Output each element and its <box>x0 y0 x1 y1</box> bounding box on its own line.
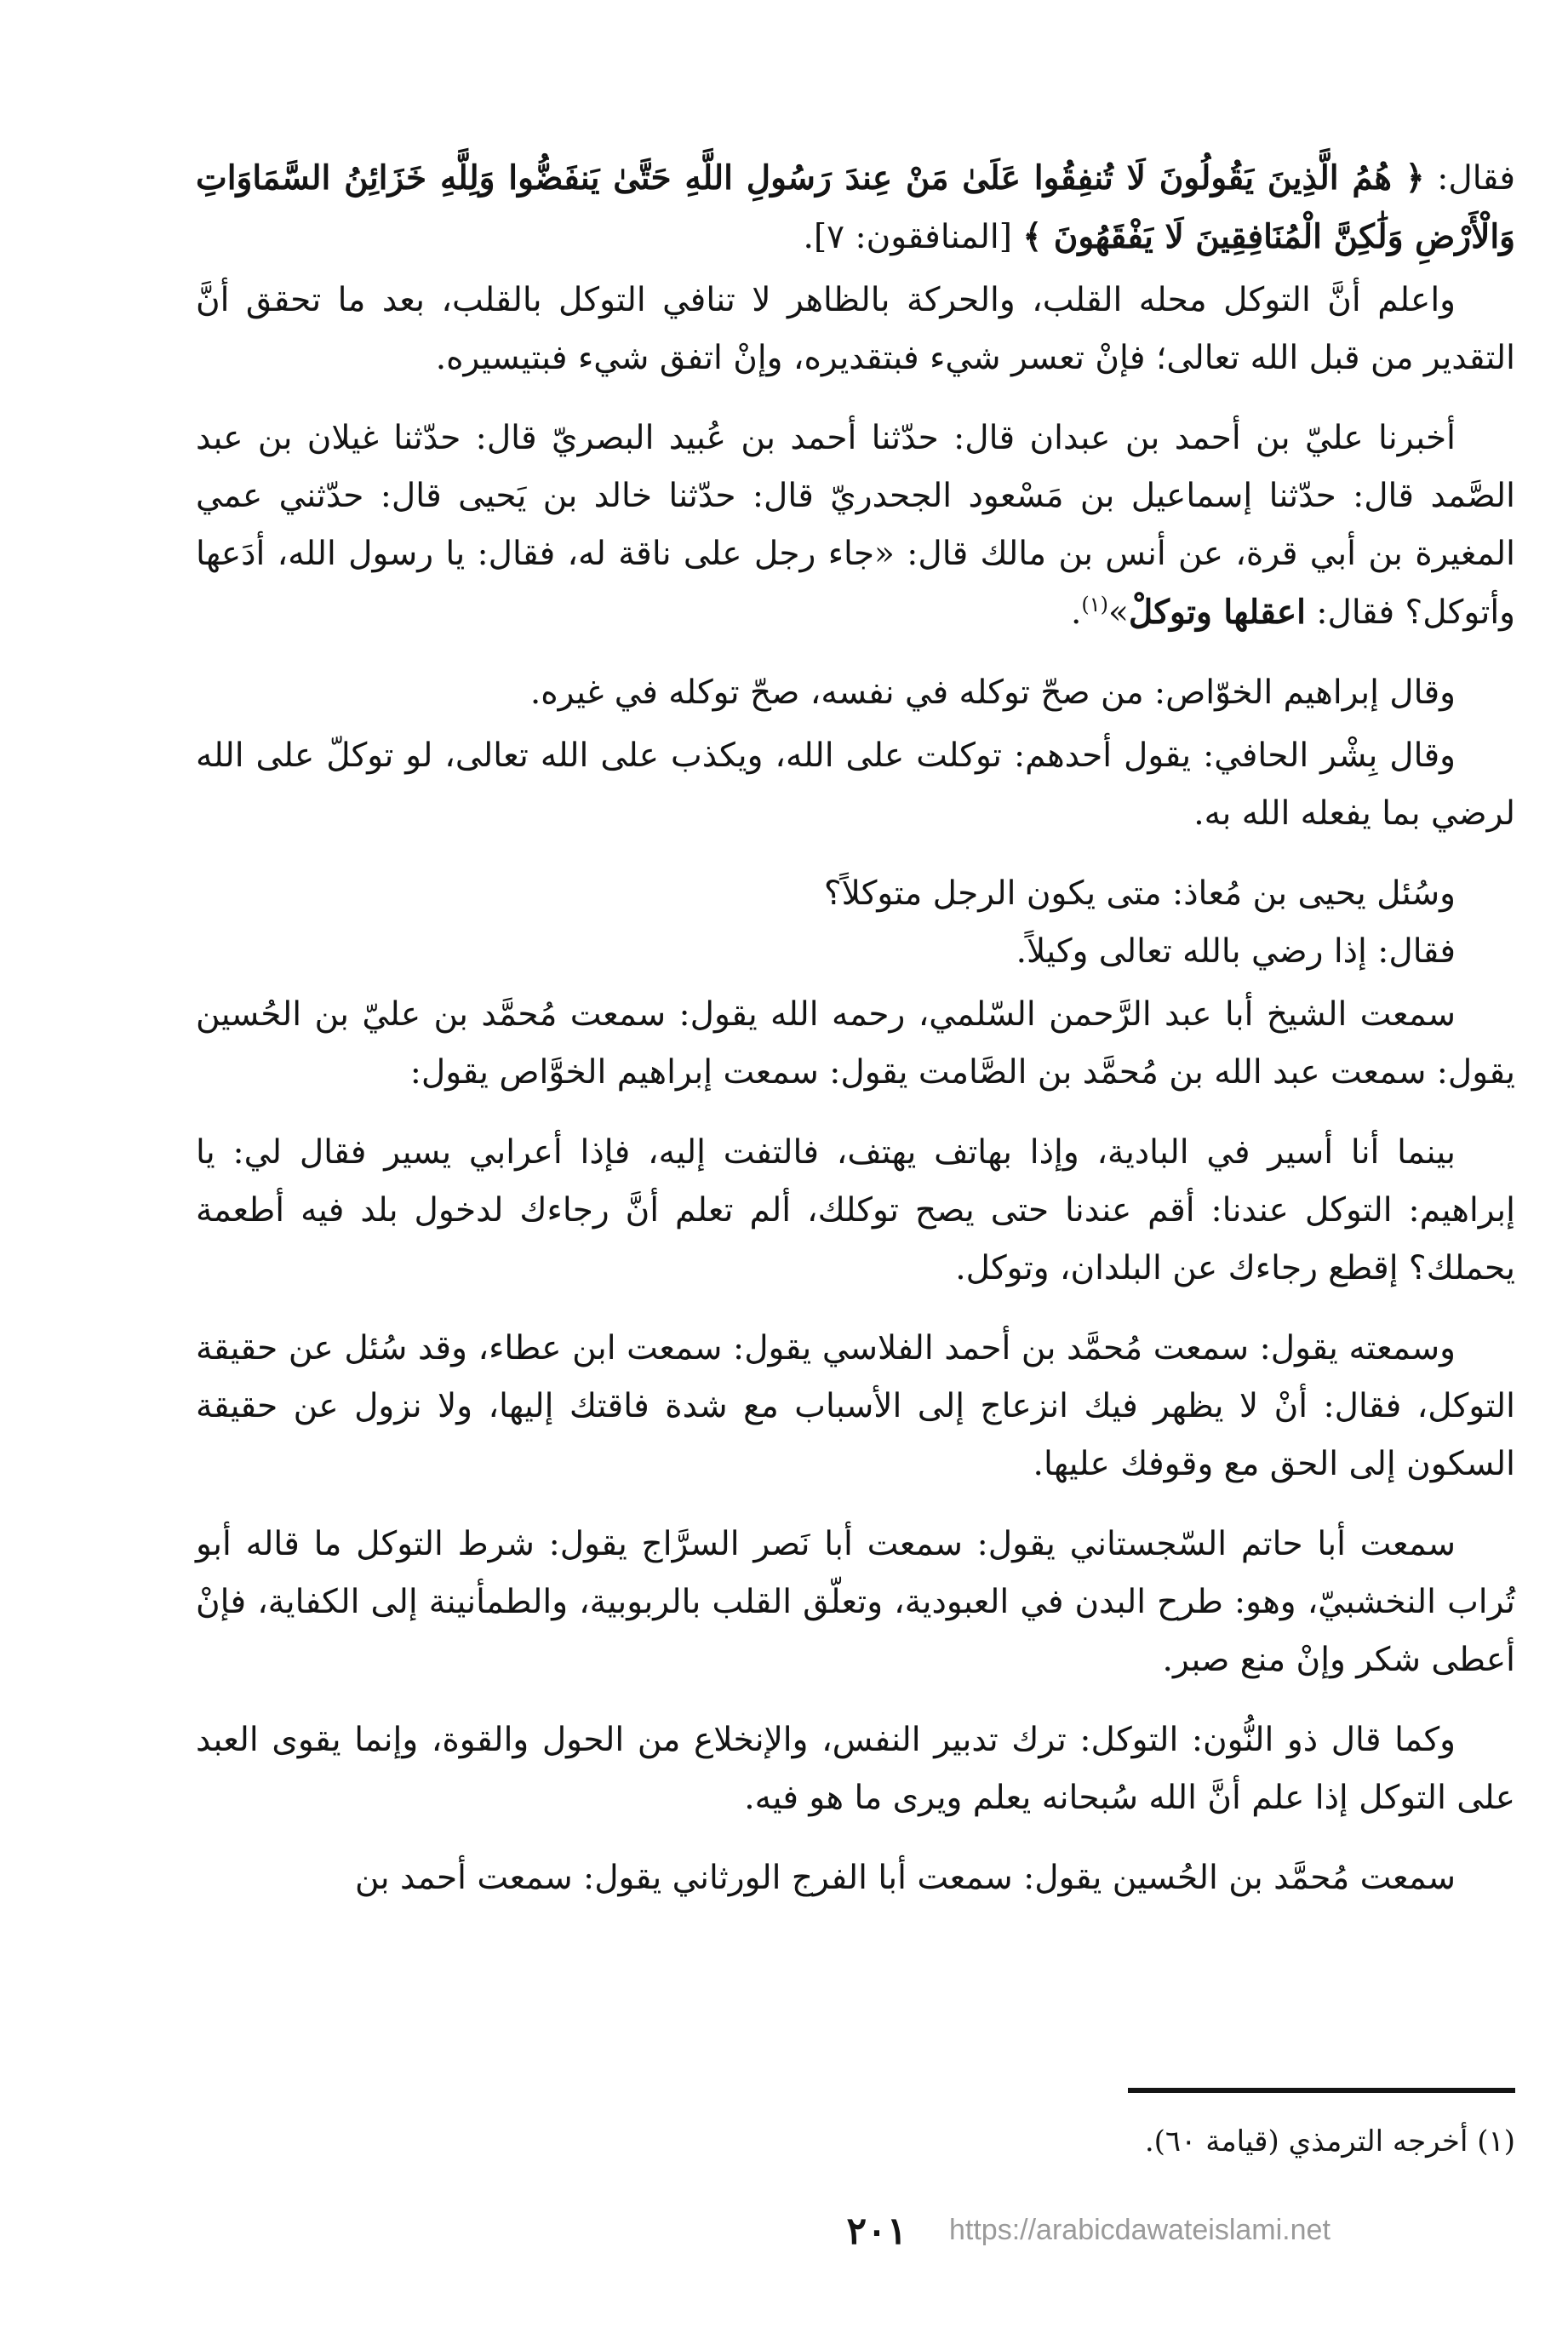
quran-verse: ﴿ هُمُ الَّذِينَ يَقُولُونَ لَا تُنفِقُوا عَلَىٰ مَنْ عِندَ رَسُولِ اللَّهِ حَتَّىٰ يَنفَضُّوا وَلِلَّهِ خَزَائِنُ السَّمَاوَاتِ وَالْأَرْضِ وَلَٰكِنَّ الْمُنَافِقِينَ لَا يَفْقَهُونَ ﴾ <box>196 158 1515 256</box>
hadith-chain: أخبرنا عليّ بن أحمد بن عبدان قال: حدّثنا أحمد بن عُبيد البصريّ قال: حدّثنا غيلان بن عبد الصَّمد قال: حدّثنا إسماعيل بن مَسْعود الجحدريّ قال: حدّثنا خالد بن يَحيى قال: حدّثني عمي المغيرة بن أبي قرة، عن أنس بن مالك قال: «جاء رجل على ناقة له، فقال: يا رسول الله، أدَعها وأتوكل؟ فقال: <box>196 419 1515 632</box>
main-text <box>196 149 1515 1907</box>
paragraph-quran-verse <box>196 149 1515 267</box>
paragraph-hadith <box>196 410 1515 642</box>
verse-intro: فقال: <box>1424 159 1515 198</box>
verse-reference: [المنافقون: ٧]. <box>803 218 1023 256</box>
paragraph: سمعت مُحمَّد بن الحُسين يقول: سمعت أبا الفرج الورثاني يقول: سمعت أحمد بن <box>355 1859 1456 1897</box>
sentence-end: . <box>1070 593 1082 632</box>
paragraph: وسمعته يقول: سمعت مُحمَّد بن أحمد الفلاسي يقول: سمعت ابن عطاء، وقد سُئل عن حقيقة التوكل، فقال: أنْ لا يظهر فيك انزعاج إلى الأسباب مع شدة فاقتك إليها، ولا نزول عن حقيقة السكون إلى الحق مع وقوفك عليها. <box>196 1329 1515 1483</box>
paragraph: وسُئل يحيى بن مُعاذ: متى يكون الرجل متوكلاً؟ <box>823 874 1456 913</box>
footnote: (١) أخرجه الترمذي (قيامة ٦٠). <box>1144 2124 1515 2158</box>
page-number: ٢٠١ <box>846 2210 907 2253</box>
paragraph: وكما قال ذو النُّون: التوكل: ترك تدبير النفس، والإنخلاع من الحول والقوة، وإنما يقوى العبد على التوكل إذا علم أنَّ الله سُبحانه يعلم ويرى ما هو فيه. <box>196 1721 1515 1817</box>
paragraph: واعلم أنَّ التوكل محله القلب، والحركة بالظاهر لا تنافي التوكل بالقلب، بعد ما تحقق أنَّ التقدير من قبل الله تعالى؛ فإنْ تعسر شيء فبتقديره، وإنْ اتفق شيء فبتيسيره. <box>196 281 1515 377</box>
hadith-saying: اعقلها وتوكلْ <box>1128 593 1306 632</box>
paragraph: سمعت أبا حاتم السّجستاني يقول: سمعت أبا نَصر السرَّاج يقول: شرط التوكل ما قاله أبو تُراب النخشبيّ، وهو: طرح البدن في العبودية، وتعلّق القلب بالربوبية، والطمأنينة إلى الكفاية، فإنْ أعطى شكر وإنْ منع صبر. <box>196 1525 1515 1679</box>
footnote-divider <box>1128 2088 1515 2093</box>
watermark-url: https://arabicdawateislami.net <box>949 2214 1331 2246</box>
footnote-marker: (١) <box>1081 593 1108 616</box>
closing-quote: » <box>1108 593 1129 632</box>
paragraph: وقال بِشْر الحافي: يقول أحدهم: توكلت على الله، ويكذب على الله تعالى، لو توكلّ على الله لرضي بما يفعله الله به. <box>196 737 1515 833</box>
paragraph: فقال: إذا رضي بالله تعالى وكيلاً. <box>1016 932 1456 971</box>
paragraph: وقال إبراهيم الخوّاص: من صحّ توكله في نفسه، صحّ توكله في غيره. <box>529 674 1456 712</box>
paragraph: سمعت الشيخ أبا عبد الرَّحمن السّلمي، رحمه الله يقول: سمعت مُحمَّد بن عليّ بن الحُسين يقول: سمعت عبد الله بن مُحمَّد بن الصَّامت يقول: سمعت إبراهيم الخوَّاص يقول: <box>196 995 1515 1092</box>
paragraph: بينما أنا أسير في البادية، وإذا بهاتف يهتف، فالتفت إليه، فإذا أعرابي يسير فقال لي: يا إبراهيم: التوكل عندنا: أقم عندنا حتى يصح توكلك، ألم تعلم أنَّ رجاءك لدخول بلد فيه أطعمة يحملك؟ إقطع رجاءك عن البلدان، وتوكل. <box>196 1133 1515 1287</box>
